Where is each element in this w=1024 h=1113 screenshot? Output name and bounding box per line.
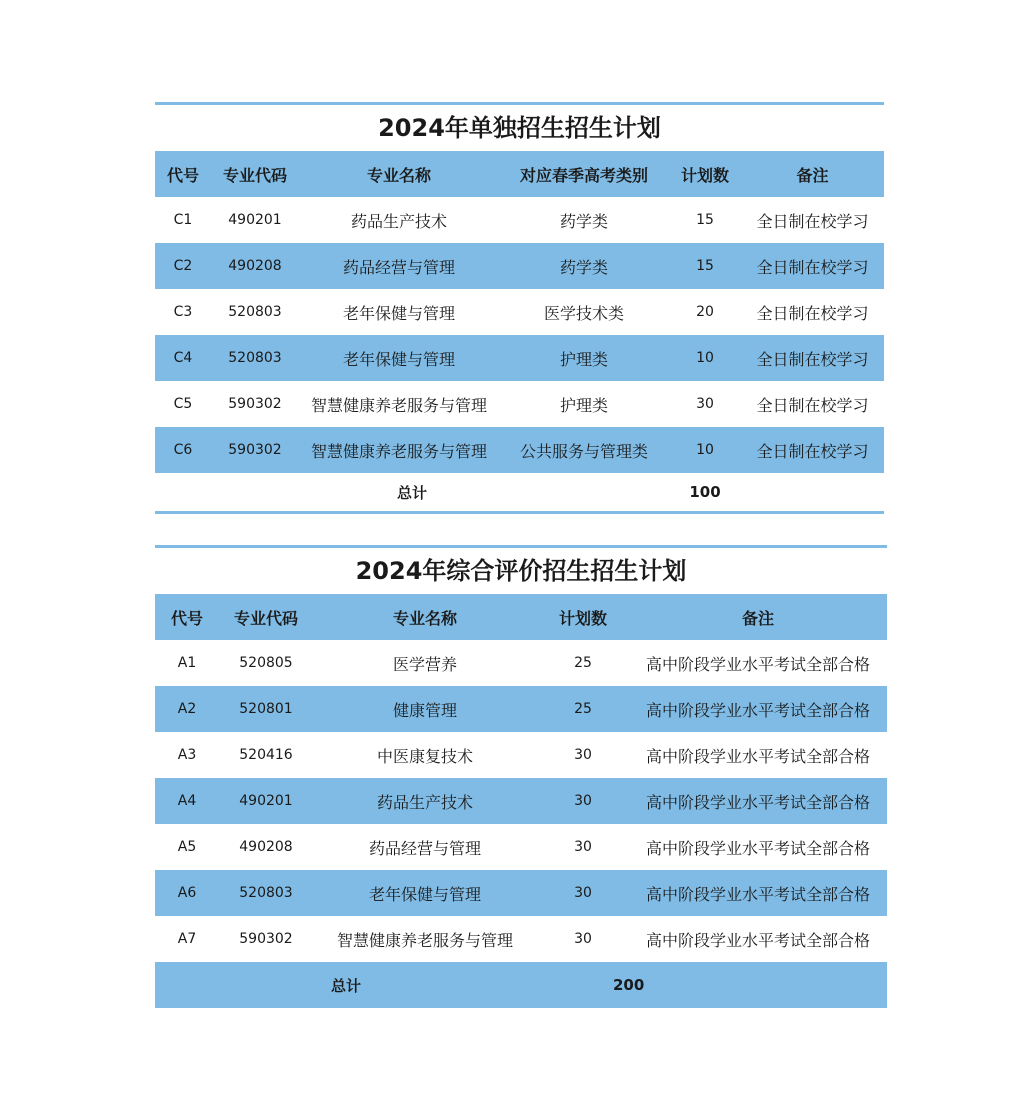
row-category: 药学类 bbox=[559, 211, 608, 231]
row-id: A4 bbox=[155, 778, 219, 824]
table-row bbox=[155, 732, 887, 778]
header-note: 备注 bbox=[741, 151, 884, 197]
row-name: 智慧健康养老服务与管理 bbox=[299, 427, 499, 473]
row-code: 520805 bbox=[239, 655, 293, 671]
row-count: 30 bbox=[574, 839, 592, 855]
table-row bbox=[155, 243, 884, 289]
row-count: 15 bbox=[669, 243, 741, 289]
row-name: 老年保健与管理 bbox=[342, 303, 455, 323]
row-count: 30 bbox=[537, 870, 629, 916]
total-value: 100 bbox=[689, 483, 721, 501]
row-category: 护理类 bbox=[499, 335, 669, 381]
table-header-row bbox=[155, 594, 887, 640]
header-category: 对应春季高考类别 bbox=[499, 151, 669, 197]
row-code: 490208 bbox=[239, 839, 293, 855]
table-row bbox=[155, 778, 887, 824]
row-name: 药品生产技术 bbox=[313, 778, 537, 824]
header-id: 代号 bbox=[155, 151, 211, 197]
row-count: 25 bbox=[574, 655, 592, 671]
row-code: 520803 bbox=[228, 304, 282, 320]
row-code: 520801 bbox=[219, 686, 313, 732]
row-note: 全日制在校学习 bbox=[756, 395, 869, 415]
row-name: 医学营养 bbox=[392, 654, 457, 674]
total-note bbox=[741, 473, 884, 511]
row-note: 高中阶段学业水平考试全部合格 bbox=[645, 930, 870, 950]
row-code: 490208 bbox=[211, 243, 299, 289]
row-count: 15 bbox=[696, 212, 714, 228]
row-name: 中医康复技术 bbox=[376, 746, 473, 766]
row-code: 520803 bbox=[219, 870, 313, 916]
total-row bbox=[155, 962, 887, 1008]
row-note: 全日制在校学习 bbox=[741, 427, 884, 473]
header-count: 计划数 bbox=[669, 151, 741, 197]
row-note: 全日制在校学习 bbox=[756, 211, 869, 231]
row-id: A7 bbox=[177, 931, 197, 947]
row-count: 20 bbox=[696, 304, 714, 320]
row-code: 520803 bbox=[211, 335, 299, 381]
row-count: 30 bbox=[537, 778, 629, 824]
header-note: 备注 bbox=[629, 594, 887, 640]
row-category: 药学类 bbox=[499, 243, 669, 289]
comprehensive-admission-plan bbox=[155, 545, 887, 1008]
row-name: 智慧健康养老服务与管理 bbox=[336, 930, 513, 950]
comprehensive-plan-title: 2024年综合评价招生招生计划 bbox=[355, 557, 687, 585]
row-category: 公共服务与管理类 bbox=[499, 427, 669, 473]
table-row bbox=[155, 427, 884, 473]
row-id: C1 bbox=[173, 212, 193, 228]
row-category: 医学技术类 bbox=[543, 303, 624, 323]
header-id: 代号 bbox=[155, 594, 219, 640]
row-count: 30 bbox=[696, 396, 714, 412]
row-count: 30 bbox=[574, 747, 592, 763]
row-count: 10 bbox=[669, 335, 741, 381]
table-bottom-rule bbox=[155, 511, 884, 514]
total-label: 总计 bbox=[396, 483, 427, 502]
row-code: 520416 bbox=[239, 747, 293, 763]
table-row bbox=[155, 289, 884, 335]
row-note: 全日制在校学习 bbox=[741, 243, 884, 289]
row-note: 全日制在校学习 bbox=[756, 303, 869, 323]
single-admission-plan bbox=[155, 102, 884, 514]
header-count: 计划数 bbox=[537, 594, 629, 640]
row-name: 药品经营与管理 bbox=[368, 838, 481, 858]
row-code: 490201 bbox=[219, 778, 313, 824]
header-name: 专业名称 bbox=[313, 594, 537, 640]
table-row bbox=[155, 335, 884, 381]
row-id: C3 bbox=[173, 304, 193, 320]
row-name: 智慧健康养老服务与管理 bbox=[310, 395, 487, 415]
row-note: 全日制在校学习 bbox=[741, 335, 884, 381]
table-row bbox=[155, 824, 887, 870]
row-category: 护理类 bbox=[559, 395, 608, 415]
table-row bbox=[155, 686, 887, 732]
header-code: 专业代码 bbox=[219, 594, 313, 640]
row-code: 590302 bbox=[239, 931, 293, 947]
single-plan-title: 2024年单独招生招生计划 bbox=[378, 114, 661, 142]
row-id: C2 bbox=[155, 243, 211, 289]
row-count: 10 bbox=[669, 427, 741, 473]
total-row bbox=[155, 473, 884, 511]
row-code: 590302 bbox=[228, 396, 282, 412]
table-row bbox=[155, 197, 884, 243]
row-id: A2 bbox=[155, 686, 219, 732]
table-row bbox=[155, 381, 884, 427]
row-id: A1 bbox=[177, 655, 197, 671]
row-name: 老年保健与管理 bbox=[313, 870, 537, 916]
table-header-row bbox=[155, 151, 884, 197]
row-note: 高中阶段学业水平考试全部合格 bbox=[645, 746, 870, 766]
table-row bbox=[155, 916, 887, 962]
row-id: C4 bbox=[155, 335, 211, 381]
table-row bbox=[155, 870, 887, 916]
row-id: C5 bbox=[173, 396, 193, 412]
row-note: 高中阶段学业水平考试全部合格 bbox=[629, 870, 887, 916]
row-name: 药品经营与管理 bbox=[299, 243, 499, 289]
single-plan-table bbox=[155, 151, 884, 511]
row-note: 高中阶段学业水平考试全部合格 bbox=[645, 654, 870, 674]
table-row bbox=[155, 640, 887, 686]
row-name: 健康管理 bbox=[313, 686, 537, 732]
row-count: 30 bbox=[574, 931, 592, 947]
total-value: 200 bbox=[537, 962, 887, 1008]
header-code: 专业代码 bbox=[211, 151, 299, 197]
row-id: C6 bbox=[155, 427, 211, 473]
row-id: A3 bbox=[177, 747, 197, 763]
row-id: A6 bbox=[155, 870, 219, 916]
row-id: A5 bbox=[177, 839, 197, 855]
row-note: 高中阶段学业水平考试全部合格 bbox=[629, 778, 887, 824]
row-note: 高中阶段学业水平考试全部合格 bbox=[629, 686, 887, 732]
row-name: 药品生产技术 bbox=[350, 211, 447, 231]
header-name: 专业名称 bbox=[299, 151, 499, 197]
total-label: 总计 bbox=[155, 962, 537, 1008]
comprehensive-plan-table bbox=[155, 594, 887, 1008]
row-note: 高中阶段学业水平考试全部合格 bbox=[645, 838, 870, 858]
row-name: 老年保健与管理 bbox=[299, 335, 499, 381]
row-code: 490201 bbox=[228, 212, 282, 228]
row-code: 590302 bbox=[211, 427, 299, 473]
row-count: 25 bbox=[537, 686, 629, 732]
